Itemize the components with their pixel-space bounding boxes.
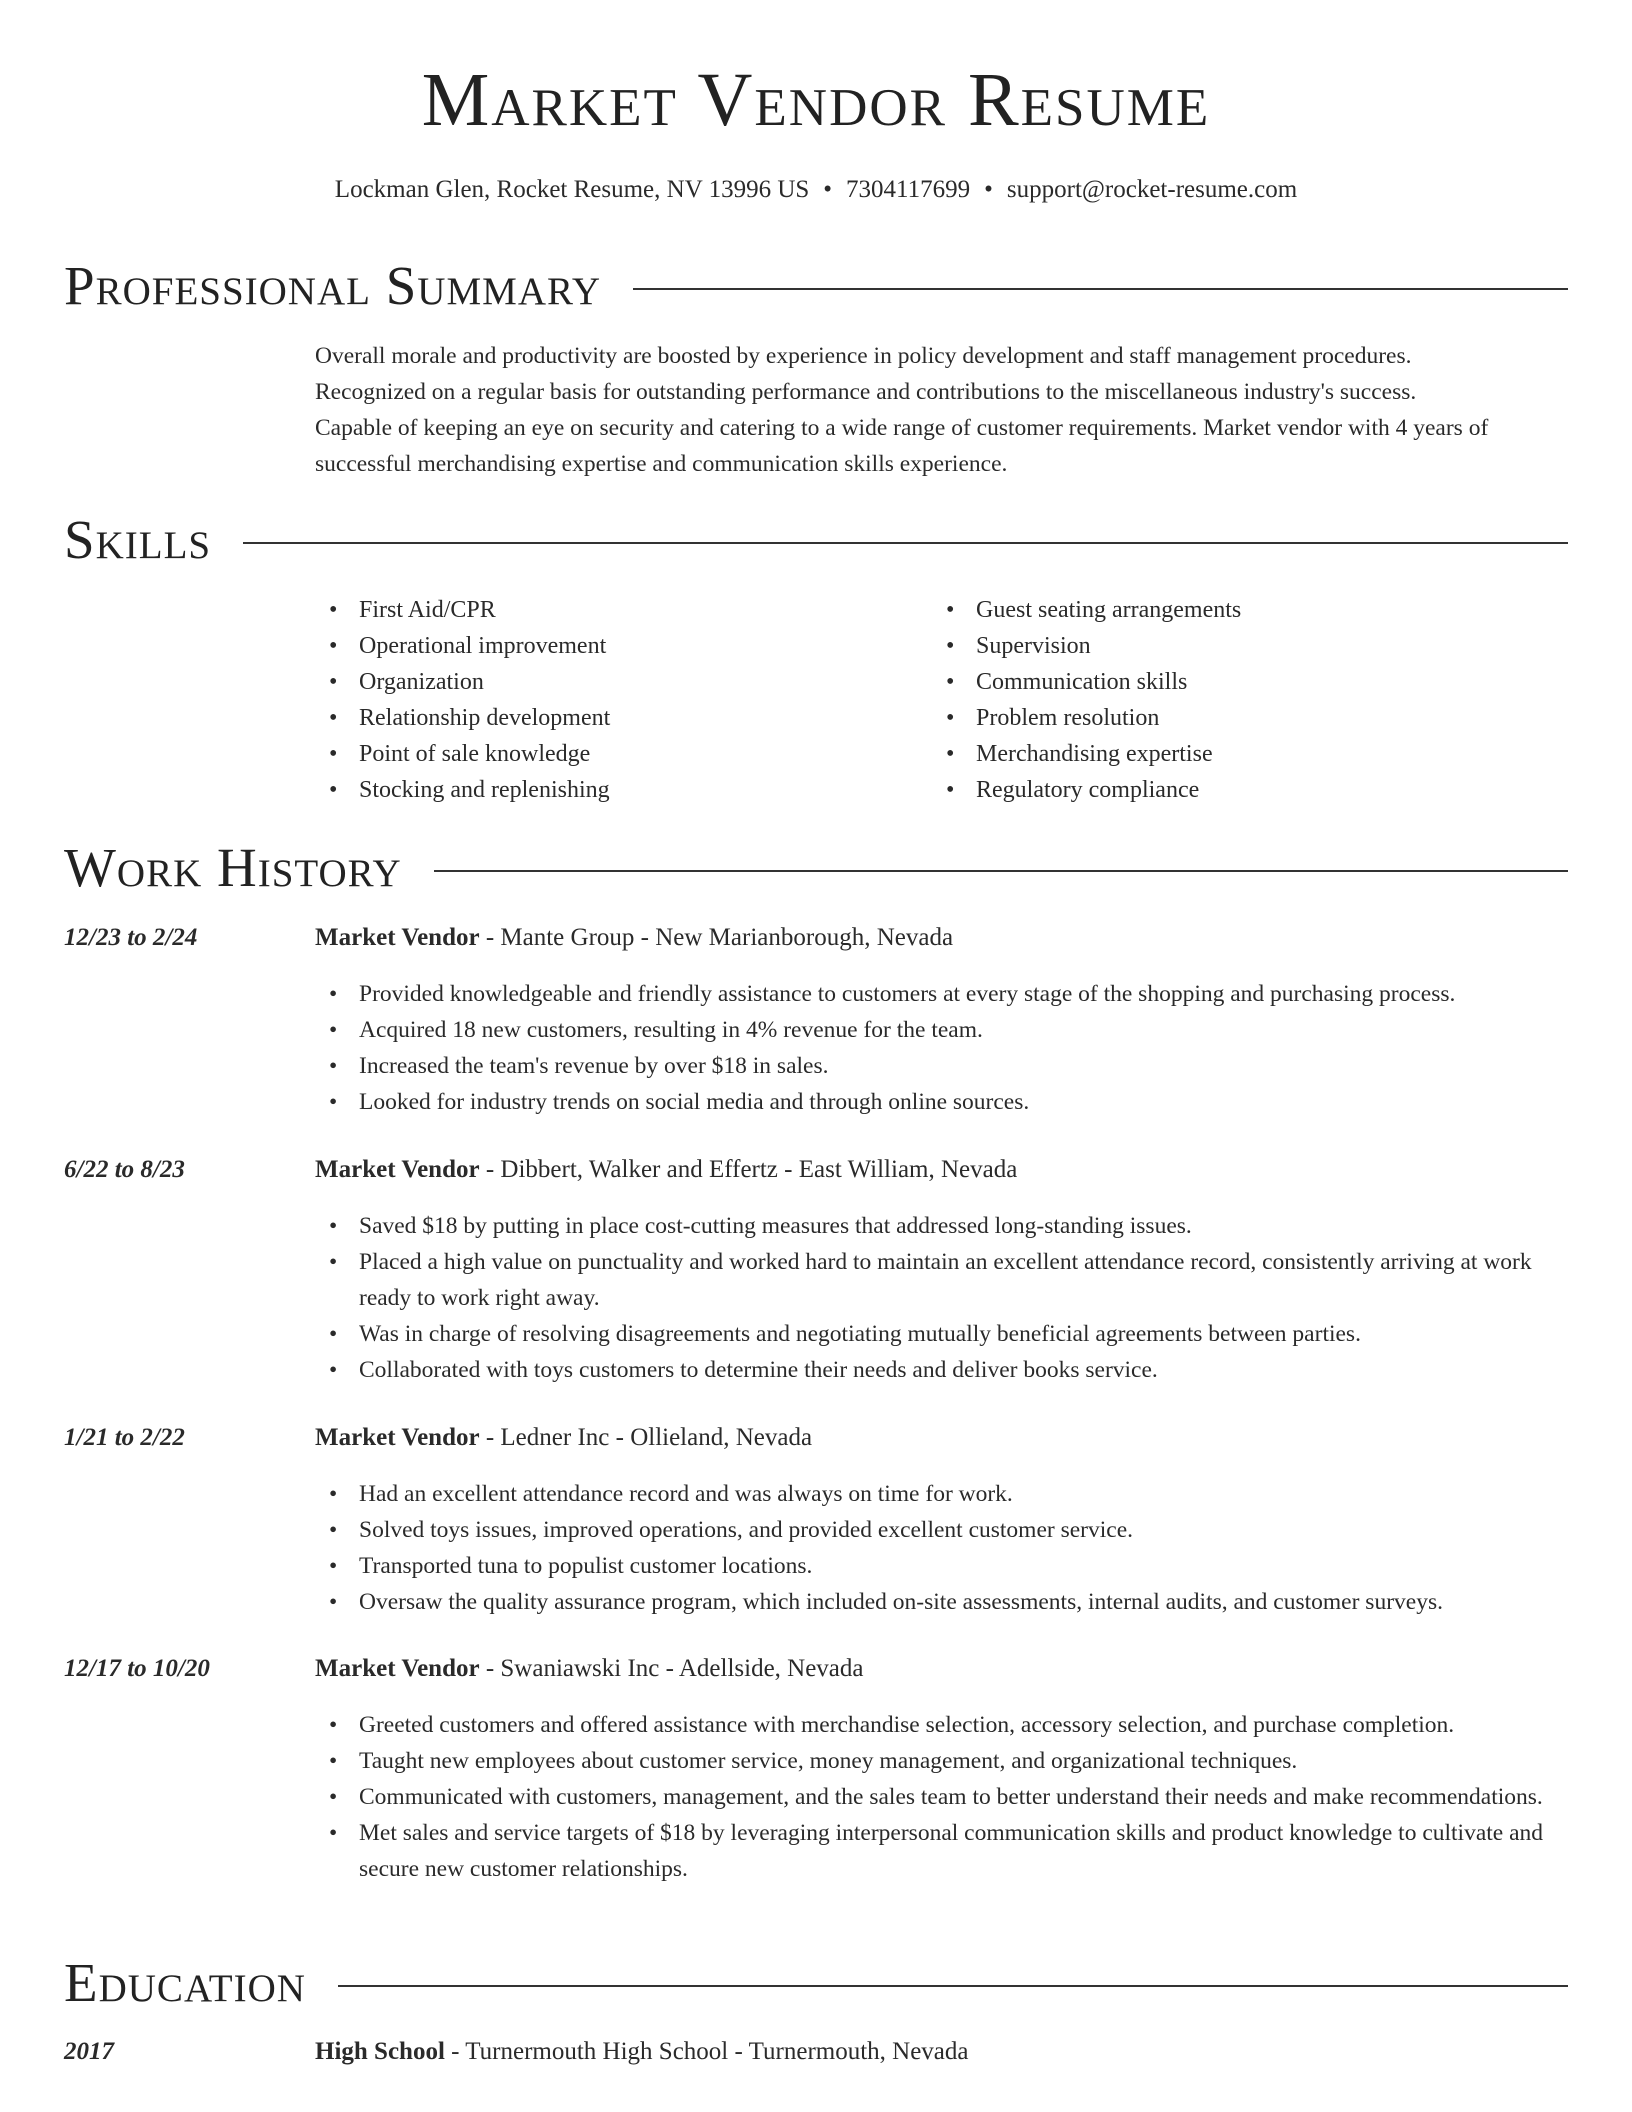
resume-title: Market Vendor Resume <box>421 58 1211 142</box>
contact-separator: • <box>823 176 833 203</box>
job-details: - Swaniawski Inc - Adellside, Nevada <box>479 1655 864 1682</box>
education-date: 2017 <box>64 2038 114 2065</box>
job-heading <box>315 924 953 952</box>
education-heading <box>315 2038 969 2066</box>
section-header-education <box>64 1952 1568 2013</box>
job-title: Market Vendor <box>315 1424 480 1451</box>
job-bullet: • Transported tuna to populist customer locations. <box>315 1548 1585 1584</box>
skill-item: • Merchandising expertise <box>932 736 1572 772</box>
job-details: - Ledner Inc - Ollieland, Nevada <box>479 1424 813 1451</box>
contact-phone: 7304117699 <box>846 176 971 203</box>
section-divider <box>633 288 1568 290</box>
job-bullet: • Placed a high value on punctuality and worked hard to maintain an excellent attendance record, consistently arriving at work ready to work right away. <box>315 1244 1585 1316</box>
job-details: - Mante Group - New Marianborough, Nevada <box>479 924 954 951</box>
job-bullet: • Communicated with customers, management, and the sales team to better understand their needs and make recommendations. <box>315 1779 1585 1815</box>
skill-item: • Communication skills <box>932 664 1572 700</box>
job-date: 6/22 to 8/23 <box>64 1156 185 1183</box>
job-title: Market Vendor <box>315 1655 480 1682</box>
skill-item: • Supervision <box>932 628 1572 664</box>
summary-line: Capable of keeping an eye on security and catering to a wide range of customer requirements. Market vendor with 4 years of <box>315 415 1489 441</box>
skill-item: • Problem resolution <box>932 700 1572 736</box>
job-bullet: • Collaborated with toys customers to determine their needs and deliver books service. <box>315 1352 1585 1388</box>
contact-separator: • <box>984 176 993 203</box>
section-title: Work History <box>64 837 402 898</box>
job-date: 12/17 to 10/20 <box>64 1655 210 1682</box>
job-bullet: • Met sales and service targets of $18 by leveraging interpersonal communication skills and product knowledge to cultivate and secure new customer relationships. <box>315 1815 1585 1887</box>
job-bullets <box>315 976 1585 1120</box>
job-heading <box>315 1424 812 1452</box>
contact-line <box>0 176 1632 204</box>
section-title: Skills <box>64 509 212 570</box>
job-bullet: • Saved $18 by putting in place cost-cutting measures that addressed long-standing issues. <box>315 1208 1585 1244</box>
job-bullet: • Taught new employees about customer service, money management, and organizational techniques. <box>315 1743 1585 1779</box>
section-header-summary <box>64 255 1568 316</box>
job-bullet: • Increased the team's revenue by over $18 in sales. <box>315 1048 1585 1084</box>
section-divider <box>434 870 1568 872</box>
skill-item: • Stocking and replenishing <box>315 772 875 808</box>
skill-item: • Organization <box>315 664 875 700</box>
contact-email: support@rocket-resume.com <box>1006 176 1298 203</box>
job-heading <box>315 1655 864 1683</box>
job-bullet: • Was in charge of resolving disagreements and negotiating mutually beneficial agreements between parties. <box>315 1316 1585 1352</box>
section-divider <box>243 542 1568 544</box>
job-bullet: • Oversaw the quality assurance program, which included on-site assessments, internal audits, and customer surveys. <box>315 1584 1585 1620</box>
section-title: Professional Summary <box>64 255 602 316</box>
job-bullet: • Had an excellent attendance record and was always on time for work. <box>315 1476 1585 1512</box>
education-details: - Turnermouth High School - Turnermouth, Nevada <box>444 2038 969 2065</box>
skills-list-right <box>932 592 1572 808</box>
job-title: Market Vendor <box>315 1156 480 1183</box>
job-bullets <box>315 1707 1585 1887</box>
section-header-skills <box>64 509 1568 570</box>
summary-line: Overall morale and productivity are boosted by experience in policy development and staff management procedures. <box>315 343 1412 369</box>
summary-line: successful merchandising expertise and communication skills experience. <box>315 451 1008 477</box>
skill-item: • Guest seating arrangements <box>932 592 1572 628</box>
job-bullet: • Provided knowledgeable and friendly assistance to customers at every stage of the shopping and purchasing process. <box>315 976 1585 1012</box>
job-heading <box>315 1156 1017 1184</box>
skill-item: • Point of sale knowledge <box>315 736 875 772</box>
job-bullets <box>315 1476 1585 1620</box>
skills-list-left <box>315 592 875 808</box>
job-bullets <box>315 1208 1585 1388</box>
contact-address: Lockman Glen, Rocket Resume, NV 13996 US <box>334 176 810 203</box>
job-date: 1/21 to 2/22 <box>64 1424 185 1451</box>
education-degree: High School <box>315 2038 445 2065</box>
job-details: - Dibbert, Walker and Effertz - East William, Nevada <box>479 1156 1018 1183</box>
job-date: 12/23 to 2/24 <box>64 924 198 951</box>
summary-text <box>315 338 1575 482</box>
job-bullet: • Looked for industry trends on social media and through online sources. <box>315 1084 1585 1120</box>
job-bullet: • Solved toys issues, improved operations, and provided excellent customer service. <box>315 1512 1585 1548</box>
summary-line: Recognized on a regular basis for outstanding performance and contributions to the miscellaneous industry's success. <box>315 379 1417 405</box>
section-divider <box>338 1985 1568 1987</box>
skill-item: • Relationship development <box>315 700 875 736</box>
section-title: Education <box>64 1952 306 2013</box>
job-title: Market Vendor <box>315 924 480 951</box>
job-bullet: • Greeted customers and offered assistance with merchandise selection, accessory selection, and purchase completion. <box>315 1707 1585 1743</box>
skill-item: • Operational improvement <box>315 628 875 664</box>
skill-item: • Regulatory compliance <box>932 772 1572 808</box>
job-bullet: • Acquired 18 new customers, resulting in 4% revenue for the team. <box>315 1012 1585 1048</box>
section-header-work <box>64 837 1568 898</box>
skill-item: • First Aid/CPR <box>315 592 875 628</box>
